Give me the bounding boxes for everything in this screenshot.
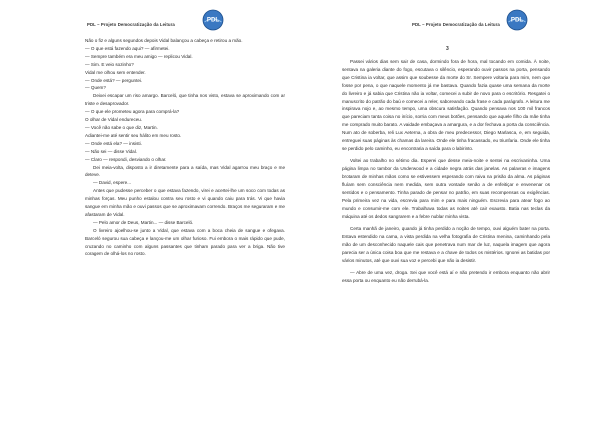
pdl-logo-icon [202, 9, 224, 31]
paragraph: — Abre de uma vez, droga. Sei que você está aí e não pretendo ir embora enquanto não abrir essa porta ou enquanto eu não derrubá-la. [342, 270, 550, 284]
page-header-left: PDL – Projeto Democratização da Leitura [87, 22, 175, 27]
paragraph: O livreiro ajoelhou-se junto a Vidal, que estava com a boca cheia de sangue e ofegava. Barceló segurou sua cabeça e lançou-me um olhar furioso. Fui embora o mais rápido que pude, cruzando no caminho com alguns passantes que tinham parado para ver a briga. Não tive coragem de olhá-los no rosto. [85, 227, 285, 257]
page-header-right: PDL – Projeto Democratização da Leitura [412, 22, 500, 27]
right-page-text [342, 58, 550, 285]
left-page-text [85, 37, 285, 258]
svg-text:PDL: PDL [206, 16, 220, 24]
paragraph: — Sim. E veio sozinho? [85, 61, 134, 67]
paragraph: Adiantei-me até sentir seu hálito em meu rosto. [85, 132, 182, 138]
pdl-logo-icon [506, 9, 528, 31]
svg-text:PDL: PDL [510, 16, 524, 24]
paragraph: — Pelo amor de Deus, Martin... — disse Barceló. [93, 219, 194, 225]
paragraph: O olhar de Vidal endureceu. [85, 117, 143, 123]
paragraph: Deixei escapar um riso amargo. Barceló, que tinha nos visto, estava se aproximando com ar triste e desaprovador. [85, 93, 285, 107]
paragraph: — Não sei — disse Vidal. [85, 148, 138, 154]
paragraph: — Sempre também era meu amigo — replicou Vidal. [85, 53, 193, 59]
paragraph: Passei vários dias sem sair de casa, dormindo fora de hora, mal tocando em comida. À noite, sentava na galeria diante do fogo, escutava o silêncio, esperando ouvir passos na porta, pensando que Cristina ia voltar, que assim que soubesse da morte do Sr. Sempere voltaria para mim, nem que fosse por pena, o que naquele momento já me bastava. Quando fazia quase uma semana da morte do livreiro e já sabia que Cristina não ia voltar, comecei a subir de novo para o escritório. Resgatei o manuscrito do patrão do baú e comecei a reler, saboreando cada frase e cada parágrafo. A leitura me inspirava nojo e, ao mesmo tempo, uma obscura satisfação. Quando pensava nos 100 mil francos que pareciam tanta coisa no início, sorria com meus botões, pensando que aquele filho da mãe tinha me comprado muito barato. A vaidade embaçava a amargura, e a dor fechava a porta da consciência. Num ato de soberba, reli Lux Aeterna, a obra de meu predecessor, Diego Marlasca, e, em seguida, entreguei suas páginas às chamas da lareira. Onde ele tinha fracassado, eu triunfaria. Onde ele tinha se perdido pelo caminho, eu encontraria a saída para o labirinto. [342, 59, 550, 151]
paragraph: — Onde está ela? — insisti. [85, 140, 142, 146]
paragraph: — Quem? [85, 85, 106, 91]
paragraph: — Onde está? — perguntei. [85, 77, 143, 83]
paragraph: Não o fiz e alguns segundos depois Vidal balançou a cabeça e retirou a mão. [85, 38, 243, 43]
chapter-number: 3 [446, 46, 449, 52]
paragraph: Antes que pudesse perceber o que estava fazendo, virei e acertei-lhe um soco com todas as minhas forças. Meu punho estalou contra seu rosto e vi quando caiu para trás. Vi que havia sangue em minha mão e ouvi passos que se aproximavam correndo. Braços me seguraram e me afastaram de Vidal. [85, 188, 285, 217]
paragraph: — O que ele prometeu agora para comprá-la? [85, 109, 180, 115]
paragraph: — David, espere... [93, 180, 132, 186]
paragraph: Dei meia-volta, disposto a ir diretamente para a saída, mas Vidal agarrou meu braço e me deteve. [85, 164, 285, 178]
paragraph: — Você não sabe o que diz, Martin. [85, 124, 158, 130]
paragraph: Voltei ao trabalho no sétimo dia. Esperei que desse meia-noite e sentei na escrivaninha. Uma página limpa no tambor da Underwood e a cidade negra atrás das janelas. As palavras e imagens brotaram de minhas mãos como se estivessem esperando com raiva na prisão da alma. As páginas fluíam sem consciência nem medida, sem outra vontade senão a de enfeitiçar e envenenar os sentidos e o pensamento. Tinha parado de pensar no patrão, em suas recompensas ou exigências. Pela primeira vez na vida, escrevia para mim e para mais ninguém. Escrevia para atear fogo ao mundo e consumir-me com ele. Trabalhava todas as noites até cair exausto. Batia nas teclas da máquina até os dedos sangrarem e a febre nublar minha vista. [342, 158, 550, 219]
paragraph: Vidal me olhou sem entender. [85, 69, 146, 75]
paragraph: Certa manhã de janeiro, quando já tinha perdido a noção de tempo, ouvi alguém bater na porta. Estava estendido na cama, a vista perdida na velha fotografia de Cristina menina, caminhando pela mão de um desconhecido naquele cais que penetrava num mar de luz, naquela imagem que agora parecia ser a única coisa boa que me restava e a chave de todos os mistérios. Ignorei as batidas por vários minutos, até que ouvi sua voz e percebi que não ia desistir. [342, 226, 550, 263]
paragraph: — O que está fazendo aqui? — afirmetei. [85, 45, 170, 51]
paragraph: — Claro — respondi, desviando o olhar. [85, 156, 167, 162]
right-page [300, 0, 600, 424]
